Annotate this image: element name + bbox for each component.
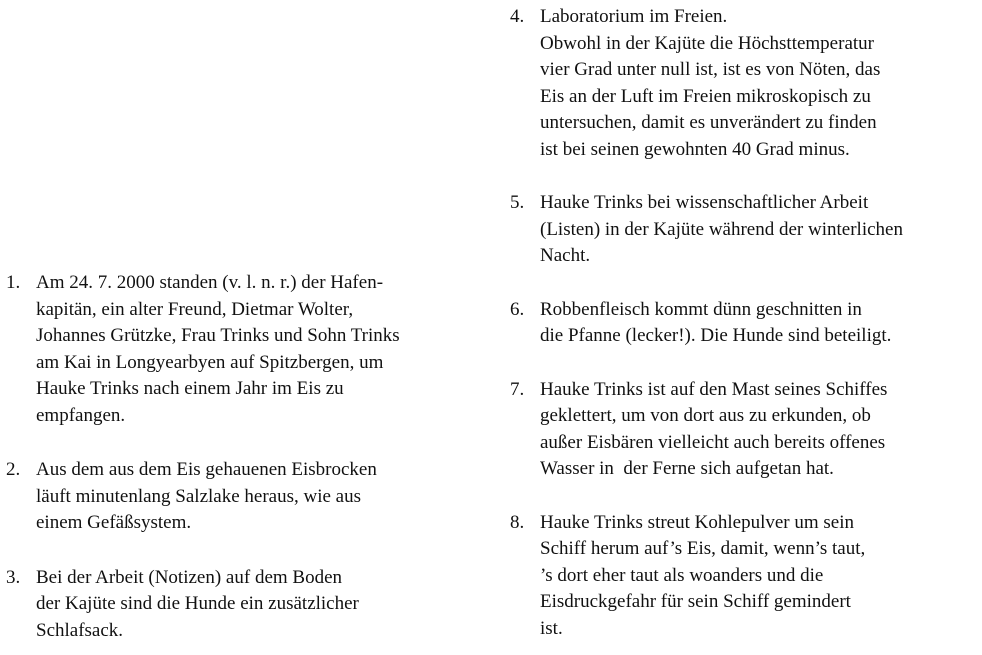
caption-line: Laboratorium im Freien. bbox=[540, 6, 728, 27]
caption-line: untersuchen, damit es unverändert zu finden bbox=[540, 112, 877, 133]
caption-4 bbox=[510, 4, 978, 163]
caption-line: empfangen. bbox=[36, 404, 126, 426]
caption-line: vier Grad unter null ist, ist es von Nöten, das bbox=[540, 59, 881, 80]
caption-line: Wasser in der Ferne sich aufgetan hat. bbox=[540, 458, 834, 479]
caption-text bbox=[36, 457, 476, 537]
caption-line: am Kai in Longyearbyen auf Spitzbergen, um bbox=[36, 351, 384, 373]
caption-number: 1. bbox=[6, 272, 21, 293]
caption-1 bbox=[6, 270, 476, 429]
caption-number: 3. bbox=[6, 566, 21, 588]
caption-line: Hauke Trinks streut Kohlepulver um sein bbox=[540, 511, 855, 533]
caption-3 bbox=[6, 565, 476, 645]
caption-text bbox=[540, 297, 978, 350]
caption-line: Johannes Grützke, Frau Trinks und Sohn Trinks bbox=[36, 325, 400, 346]
caption-line: Schiff herum auf’s Eis, damit, wenn’s taut, bbox=[540, 538, 866, 559]
caption-line: der Kajüte sind die Hunde ein zusätzlicher bbox=[36, 593, 359, 614]
caption-line: ist bei seinen gewohnten 40 Grad minus. bbox=[540, 138, 850, 160]
caption-line: ist. bbox=[540, 617, 563, 639]
left-caption-column bbox=[6, 270, 476, 644]
caption-line: Bei der Arbeit (Notizen) auf dem Boden bbox=[36, 566, 343, 588]
caption-5 bbox=[510, 190, 978, 270]
caption-line: geklettert, um von dort aus zu erkunden, ob bbox=[540, 405, 871, 426]
caption-text bbox=[36, 270, 476, 429]
caption-number: 4. bbox=[510, 6, 525, 27]
caption-6 bbox=[510, 297, 978, 350]
right-caption-column bbox=[510, 4, 978, 642]
caption-text bbox=[540, 190, 978, 270]
caption-line: kapitän, ein alter Freund, Dietmar Wolter, bbox=[36, 298, 354, 320]
caption-line: (Listen) in der Kajüte während der winterlichen bbox=[540, 218, 903, 240]
caption-line: Obwohl in der Kajüte die Höchsttemperatur bbox=[540, 32, 874, 54]
caption-line: Aus dem aus dem Eis gehauenen Eisbrocken bbox=[36, 459, 377, 480]
caption-line: Nacht. bbox=[540, 245, 591, 266]
caption-line: ’s dort eher taut als woanders und die bbox=[540, 564, 824, 586]
caption-line: Hauke Trinks nach einem Jahr im Eis zu bbox=[36, 378, 344, 399]
caption-number: 5. bbox=[510, 192, 525, 213]
caption-text bbox=[36, 565, 476, 645]
caption-number: 2. bbox=[6, 459, 21, 480]
caption-line: Am 24. 7. 2000 standen (v. l. n. r.) der Hafen- bbox=[36, 272, 384, 293]
caption-line: Hauke Trinks bei wissenschaftlicher Arbeit bbox=[540, 192, 869, 213]
caption-line: außer Eisbären vielleicht auch bereits offenes bbox=[540, 431, 886, 453]
caption-line: die Pfanne (lecker!). Die Hunde sind beteiligt. bbox=[540, 325, 892, 346]
caption-text bbox=[540, 377, 978, 483]
caption-line: Hauke Trinks ist auf den Mast seines Schiffes bbox=[540, 378, 888, 400]
caption-8 bbox=[510, 510, 978, 643]
caption-line: Robbenfleisch kommt dünn geschnitten in bbox=[540, 298, 862, 320]
caption-7 bbox=[510, 377, 978, 483]
caption-number: 6. bbox=[510, 298, 525, 320]
caption-text bbox=[540, 510, 978, 643]
caption-2 bbox=[6, 457, 476, 537]
caption-line: Eis an der Luft im Freien mikroskopisch zu bbox=[540, 85, 871, 107]
caption-number: 8. bbox=[510, 511, 525, 533]
caption-text bbox=[540, 4, 978, 163]
caption-line: Schlafsack. bbox=[36, 619, 124, 641]
caption-number: 7. bbox=[510, 378, 525, 400]
caption-line: läuft minutenlang Salzlake heraus, wie aus bbox=[36, 485, 362, 507]
caption-line: einem Gefäßsystem. bbox=[36, 512, 192, 533]
caption-line: Eisdruckgefahr für sein Schiff gemindert bbox=[540, 591, 851, 612]
